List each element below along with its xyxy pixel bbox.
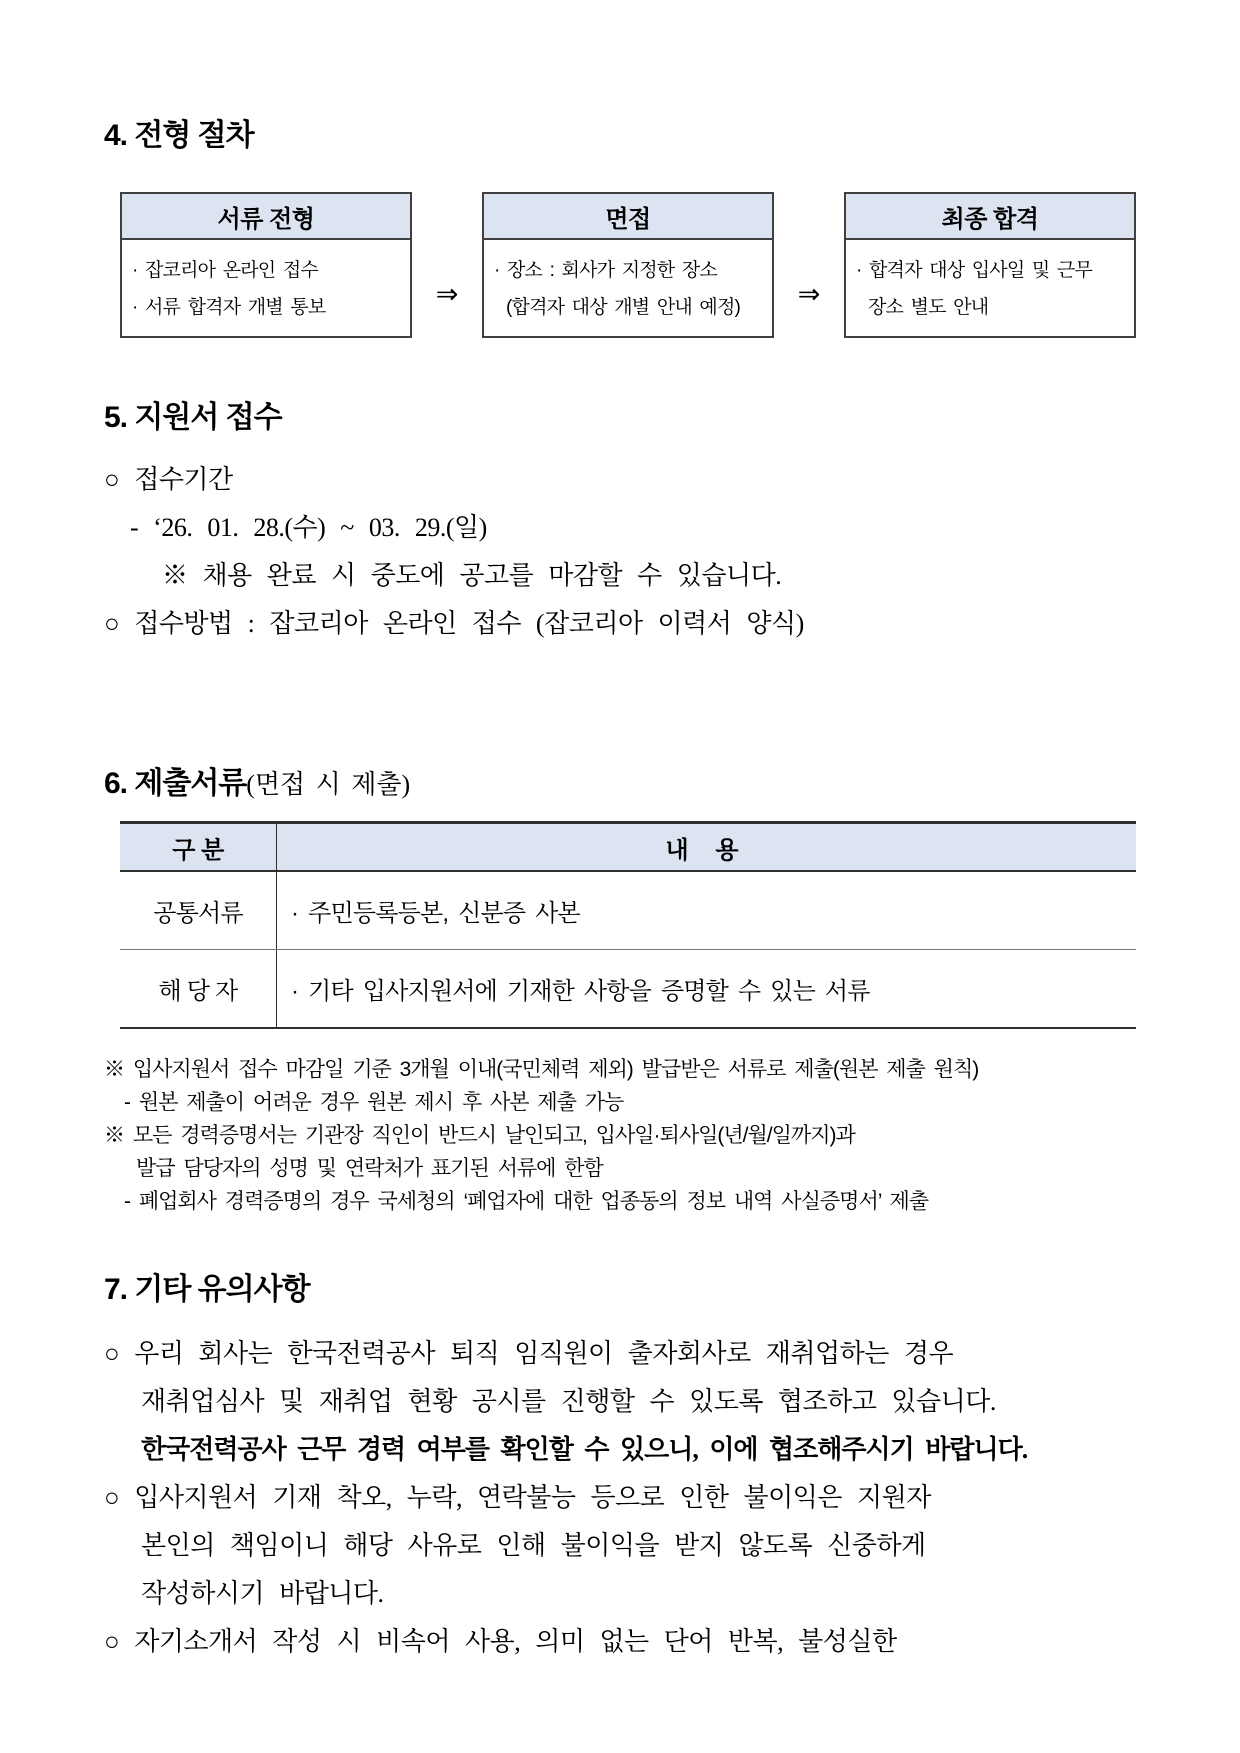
flow-box-final-acceptance <box>844 192 1136 338</box>
flow-box-interview <box>482 192 774 338</box>
section-other-notices <box>104 1272 1144 1666</box>
flow-line: · 합격자 대상 입사일 및 근무 <box>856 260 1093 281</box>
table-header-content: 내 용 <box>277 823 1137 872</box>
table-cell-category: 공통서류 <box>120 871 277 950</box>
required-documents-table <box>120 821 1136 1029</box>
section6-title-bold: 6. 제출서류 <box>104 767 247 800</box>
section4-title: 4. 전형 절차 <box>104 119 254 152</box>
section-application-submission <box>104 400 1144 648</box>
section6-title-note: (면접 시 제출) <box>246 770 411 799</box>
section5-body <box>104 456 1144 648</box>
table-row <box>120 871 1136 950</box>
note-line: - 원본 제출이 어려운 경우 원본 제시 후 사본 제출 가능 <box>124 1091 624 1114</box>
flow-box-final-acceptance-body <box>846 240 1134 336</box>
table-cell-category: 해 당 자 <box>158 978 238 1005</box>
flow-gap <box>774 192 844 338</box>
section7-title: 7. 기타 유의사항 <box>104 1273 310 1306</box>
flow-line: · 서류 합격자 개별 통보 <box>132 297 326 318</box>
flow-line: · 잡코리아 온라인 접수 <box>132 260 318 281</box>
flow-box-document-screening-body <box>122 240 410 336</box>
note-line: ※ 모든 경력증명서는 기관장 직인이 반드시 날인되고, 입사일·퇴사일(년/월/일까지)과 <box>104 1124 855 1147</box>
early-closing-note: ※ 채용 완료 시 중도에 공고를 마감할 수 있습니다. <box>162 561 782 590</box>
application-period-dates: - ‘26. 01. 28.(수) ~ 03. 29.(일) <box>130 513 487 542</box>
table-cell-content: · 기타 입사지원서에 기재한 사항을 증명할 수 있는 서류 <box>277 950 1137 1029</box>
section-required-documents <box>104 766 1144 1218</box>
table-header-category: 구 분 <box>120 823 277 872</box>
note-line: ※ 입사지원서 접수 마감일 기준 3개월 이내(국민체력 제외) 발급받은 서류로 제출(원본 제출 원칙) <box>104 1058 979 1081</box>
application-period-label: ○ 접수기간 <box>104 465 233 494</box>
notice-line: 본인의 책임이니 해당 사유로 인해 불이익을 받지 않도록 신중하게 <box>141 1531 926 1560</box>
notice-line-emphasis: 한국전력공사 근무 경력 여부를 확인할 수 있으니, 이에 협조해주시기 바랍니다. <box>141 1435 1028 1464</box>
table-cell-content: · 주민등록등본, 신분증 사본 <box>277 871 1137 950</box>
table-header-row <box>120 823 1136 872</box>
application-method: ○ 접수방법 : 잡코리아 온라인 접수 (잡코리아 이력서 양식) <box>104 609 804 638</box>
flow-box-document-screening <box>120 192 412 338</box>
notice-line: 재취업심사 및 재취업 현황 공시를 진행할 수 있도록 협조하고 있습니다. <box>141 1387 996 1416</box>
section6-title <box>104 766 1144 803</box>
flow-line: · 장소 : 회사가 지정한 장소 <box>494 260 717 281</box>
section5-title: 5. 지원서 접수 <box>104 401 282 434</box>
table-row <box>120 950 1136 1029</box>
flow-box-interview-body <box>484 240 772 336</box>
flow-gap <box>412 192 482 338</box>
notice-line: ○ 우리 회사는 한국전력공사 퇴직 임직원이 출자회사로 재취업하는 경우 <box>104 1339 954 1368</box>
notice-line: ○ 입사지원서 기재 착오, 누락, 연락불능 등으로 인한 불이익은 지원자 <box>104 1483 931 1512</box>
flow-line: (합격자 대상 개별 안내 예정) <box>506 297 741 318</box>
flow-box-document-screening-title: 서류 전형 <box>122 194 410 240</box>
flow-line: 장소 별도 안내 <box>868 297 989 318</box>
notice-line: ○ 자기소개서 작성 시 비속어 사용, 의미 없는 단어 반복, 불성실한 <box>104 1627 897 1656</box>
arrow-right-icon: ⇒ <box>435 278 459 309</box>
section-selection-process <box>104 118 1144 338</box>
document-submission-notes <box>104 1053 1144 1218</box>
note-line: 발급 담당자의 성명 및 연락처가 표기된 서류에 한함 <box>136 1157 603 1180</box>
arrow-right-icon: ⇒ <box>797 278 821 309</box>
flow-box-interview-title: 면접 <box>484 194 772 240</box>
flow-box-final-acceptance-title: 최종 합격 <box>846 194 1134 240</box>
section7-body <box>104 1330 1144 1666</box>
selection-flow-diagram <box>120 192 1136 338</box>
notice-line: 작성하시기 바랍니다. <box>141 1579 384 1608</box>
note-line: - 폐업회사 경력증명의 경우 국세청의 ‘폐업자에 대한 업종동의 정보 내역 사실증명서’ 제출 <box>124 1190 929 1213</box>
